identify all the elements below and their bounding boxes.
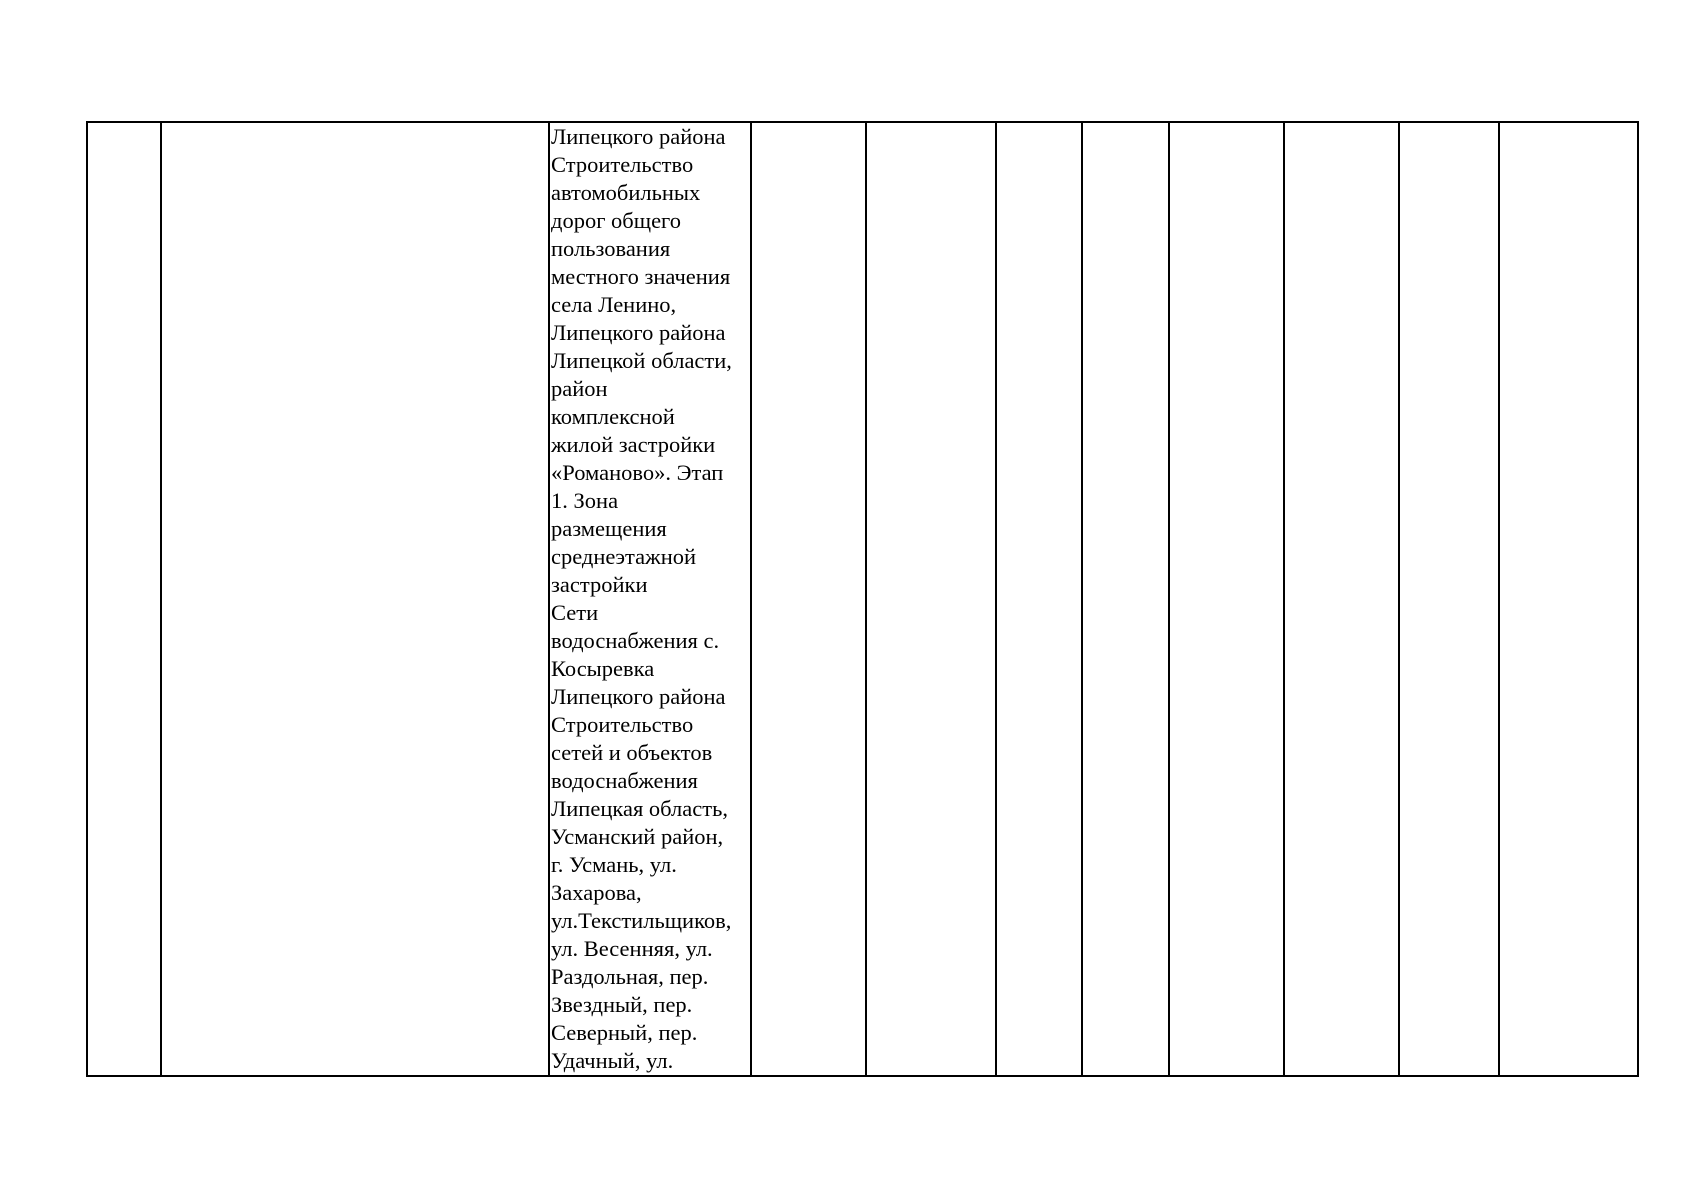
text-line: пользования — [551, 236, 671, 261]
table-cell-empty-11 — [1498, 123, 1637, 1075]
text-line: Строительство — [551, 152, 694, 177]
text-line: «Романово». Этап — [551, 460, 724, 485]
text-line: Удачный, ул. — [551, 1048, 674, 1073]
text-line: ул. Весенняя, ул. — [551, 936, 713, 961]
text-line: водоснабжения с. — [551, 628, 720, 653]
text-line: среднеэтажной — [551, 544, 697, 569]
text-line: Сети — [551, 600, 599, 625]
text-line: 1. Зона — [551, 488, 619, 513]
text-line: Захарова, — [551, 880, 642, 905]
table-cell-number — [88, 123, 160, 1075]
table-cell-empty-9 — [1283, 123, 1398, 1075]
text-line: ул.Текстильщиков, — [551, 908, 732, 933]
table-cell-empty-5 — [865, 123, 995, 1075]
text-line: Звездный, пер. — [551, 992, 693, 1017]
text-line: Раздольная, пер. — [551, 964, 709, 989]
text-line: Косыревка — [551, 656, 655, 681]
text-line: жилой застройки — [551, 432, 716, 457]
text-line: дорог общего — [551, 208, 681, 233]
text-line: г. Усмань, ул. — [551, 852, 677, 877]
text-line: сетей и объектов — [551, 740, 713, 765]
text-line: застройки — [551, 572, 648, 597]
text-line: комплексной — [551, 404, 675, 429]
text-line: села Ленино, — [551, 292, 677, 317]
table-cell-empty-4 — [750, 123, 865, 1075]
text-line: Липецкой области, — [551, 348, 732, 373]
table-cell-empty-7 — [1081, 123, 1168, 1075]
document-table — [86, 121, 1639, 1077]
text-line: Строительство — [551, 712, 694, 737]
object-description-text — [550, 123, 750, 1075]
text-line: Липецкого района — [551, 320, 726, 345]
text-line: Липецкая область, — [551, 796, 728, 821]
table-cell-empty-8 — [1168, 123, 1283, 1075]
table-cell-empty-10 — [1398, 123, 1498, 1075]
table-cell-object-description — [548, 123, 750, 1075]
table-cell-empty-6 — [995, 123, 1081, 1075]
text-line: Северный, пер. — [551, 1020, 698, 1045]
text-line: местного значения — [551, 264, 731, 289]
text-line: водоснабжения — [551, 768, 698, 793]
text-line: размещения — [551, 516, 667, 541]
table-cell-name — [160, 123, 548, 1075]
text-line: автомобильных — [551, 180, 701, 205]
text-line: Липецкого района — [551, 684, 726, 709]
text-line: Липецкого района — [551, 124, 726, 149]
text-line: район — [551, 376, 608, 401]
text-line: Усманский район, — [551, 824, 724, 849]
